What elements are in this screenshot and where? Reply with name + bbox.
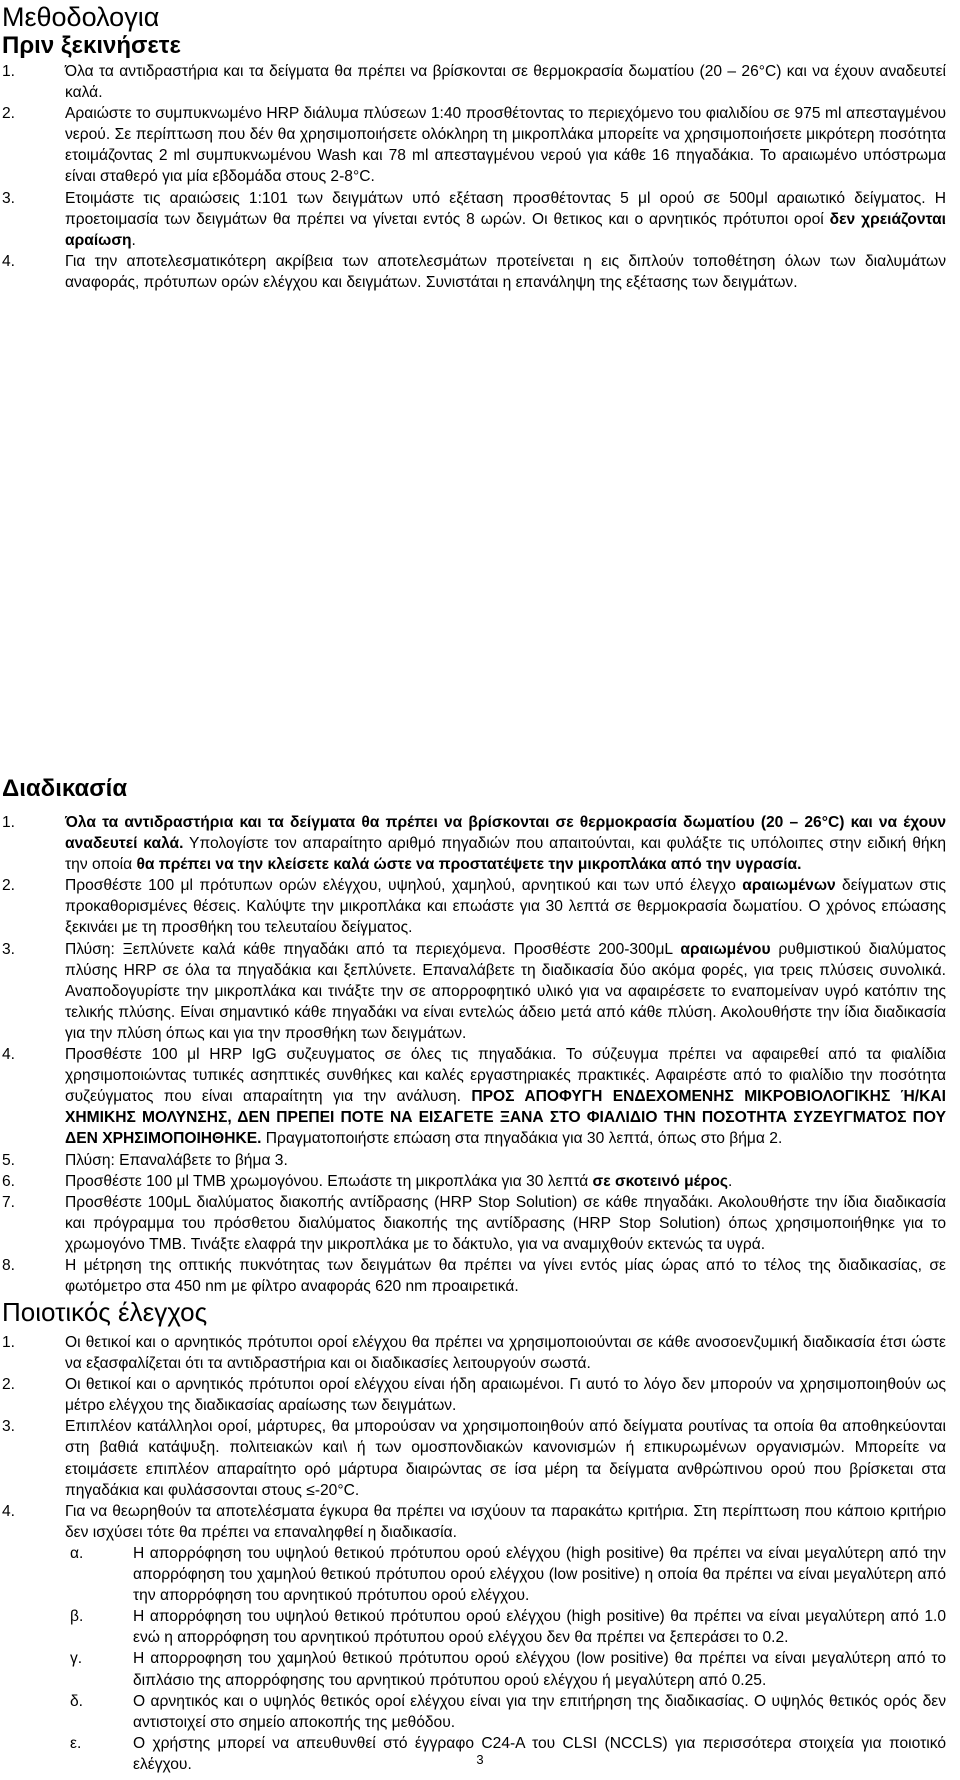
before-item-2: 2. Αραιώστε το συμπυκνωμένο HRP διάλυμα πλύσεων 1:40 προσθέτοντας το περιεχόμενο του φιαλιδίου σε 975 ml απεσταγμένου νερού. Σε περίπτωση που δέν θα χρησιμοποιήσετε ολόκληρη τη μικροπλάκα μπορείτε να χρησιμοποιήσετε μικρότερη ποσότητα ετοιμάζοντας 2 ml συμπυκνωμένου Wash και 78 ml απεσταγμένου νερού για κάθε 16 πηγαδάκια. Το αραιωμένο υπόστρωμα είναι σταθερό για μία εβδομάδα στους 2-8°C.	[2, 105, 946, 186]
qc-criterion-b: β. Η απορρόφηση του υψηλού θετικού πρότυπου ορού ελέγχου (high positive) θα πρέπει να είναι μεγαλύτερη από 1.0 ενώ η απορρόφηση του αρνητικού πρότυπου ορού ελέγχου δεν θα πρέπει να ξεπεράσει το 0.2.	[70, 1608, 946, 1647]
heading-methodology: Μεθοδολογια	[2, 2, 160, 32]
qc-item-4: 4. Για να θεωρηθούν τα αποτελέσματα έγκυρα θα πρέπει να ισχύουν τα παρακάτω κριτήρια. Στη περίπτωση που κάποιο κριτήριο δεν ισχύσει τότε θα πρέπει να επαναληφθεί η διαδικασία.	[2, 1502, 946, 1541]
heading-procedure: Διαδικασία	[2, 775, 128, 802]
before-item-1: 1. Όλα τα αντιδραστήρια και τα δείγματα θα πρέπει να βρίσκονται σε θερμοκρασία δωματίου (20 – 26°C) και να έχουν αναδευτεί καλά.	[2, 63, 946, 102]
qc-criterion-e: ε. Ο χρήστης μπορεί να απευθυνθεί στό έγγραφο C24-A του CLSI (NCCLS) για περισσότερα στοιχεία για ποιοτικό ελέγχου.	[70, 1734, 946, 1773]
procedure-item-7: 7. Προσθέστε 100μL διαλύματος διακοπής αντίδρασης (HRP Stop Solution) σε κάθε πηγαδάκι. Ακολουθήστε την ίδια διαδικασία και πρόγραμμα του πρόσθετου διαλύματος διακοπής της αντίδρασης (HRP Stop Solution) όπως χρησιμοποιήθηκε για το χρωμογόνο TMB. Τινάξτε ελαφρά την μικροπλάκα με το δάκτυλο, για να αναμιχθούν εκτενώς τα υγρά.	[2, 1193, 946, 1253]
procedure-item-6: 6. Προσθέστε 100 μl TMB χρωμογόνου. Επωάστε τη μικροπλάκα για 30 λεπτά σε σκοτεινό μέρος.	[2, 1172, 733, 1190]
procedure-item-4: 4. Προσθέστε 100 μl HRP IgG συζευγματος σε όλες τις πηγαδάκια. Το σύζευγμα πρέπει να αφαιρεθεί από τα φιαλίδια χρησιμοποιώντας τυπικές ασηπτικές συνθήκες και καλές εργαστηριακές πρακτικές. Αφαιρέστε από το φιαλίδιο την ποσότητα συζεύγματος που είναι απαραίτητη για την ανάλυση. ΠΡΟΣ ΑΠΟΦΥΓΗ ΕΝΔΕΧΟΜΕΝΗΣ ΜΙΚΡΟΒΙΟΛΟΓΙΚΗΣ Ή/ΚΑΙ ΧΗΜΙΚΗΣ ΜΟΛΥΝΣΗΣ, ΔΕΝ ΠΡΕΠΕΙ ΠΟΤΕ ΝΑ ΕΙΣΑΓΕΤΕ ΞΑΝΑ ΣΤΟ ΦΙΑΛΙΔΙΟ ΤΗΝ ΠΟΣΟΤΗΤΑ ΣΥΖΕΥΓΜΑΤΟΣ ΠΟΥ ΔΕΝ ΧΡΗΣΙΜΟΠΟΙΗΘΗΚΕ. Πραγματοποιήστε επώαση στα πηγαδάκια για 30 λεπτά, όπως στο βήμα 2.	[2, 1046, 946, 1148]
qc-item-1: 1. Οι θετικοί και ο αρνητικός πρότυποι οροί ελέγχου θα πρέπει να χρησιμοποιούνται σε κάθε ανοσοενζυμική διαδικασία έτσι ώστε να εξασφαλίζεται ότι τα αντιδραστήρια και οι διαδικασίες λειτουργούν σωστά.	[2, 1334, 946, 1373]
procedure-item-1: 1. Όλα τα αντιδραστήρια και τα δείγματα θα πρέπει να βρίσκονται σε θερμοκρασία δωματίου (20 – 26°C) και να έχουν αναδευτεί καλά. Υπολογίστε τον απαραίτητο αριθμό πηγαδιών που απαιτούνται, και φυλάξτε τις υπόλοιπες στην ειδική θήκη την οποία θα πρέπει να την κλείσετε καλά ώστε να προστατέψετε την μικροπλάκα από την υγρασία.	[2, 814, 947, 874]
procedure-item-8: 8. Η μέτρηση της οπτικής πυκνότητας των δειγμάτων θα πρέπει να γίνει εντός μίας ώρας από το τέλος της διαδικασίας, σε φωτόμετρο στα 450 nm με φίλτρο αναφοράς 620 nm προαιρετικά.	[2, 1256, 946, 1296]
heading-quality-control: Ποιοτικός έλεγχος	[2, 1297, 208, 1327]
procedure-item-3: 3. Πλύση: Ξεπλύνετε καλά κάθε πηγαδάκι από τα περιεχόμενα. Προσθέστε 200-300μL αραιωμένου ρυθμιστικού διαλύματος πλύσης HRP σε όλα τα πηγαδάκια και ξεπλύνετε. Επαναλάβετε τη διαδικασία δύο ακόμα φορές, για τρεις πλύσεις συνολικά. Αναποδογυρίστε την μικροπλάκα και τινάξτε την σε απορροφητικό υλικό για να αφαιρέσετε το εναπομείναν υγρό κατόπιν της τελικής πλύσης. Είναι σημαντικό κάθε πηγαδάκι να είναι εντελώς άδειο μετά από κάθε πλύση. Ακολουθήστε την ίδια διαδικασία για την πλύση όπως και για την προσθήκη των δειγμάτων.	[2, 940, 946, 1042]
qc-item-3: 3. Επιπλέον κατάλληλοι οροί, μάρτυρες, θα μπορούσαν να χρησιμοποιηθούν από δείγματα ρουτίνας τα οποία θα αποθηκεύονται στη βαθιά κατάψυξη. πολιτειακών και\ ή των ομοσπονδιακών κανονισμών ή επικυρωμένων οργανισμών. Μπορείτε να ετοιμάσετε επιπλέον απαραίτητο ορό μάρτυρα διαιρώντας σε ίσα μέρη τα δείγματα ανθρώπινου ορού που βρίσκεται στα πηγαδάκια και φυλάσσονται στους ≤-20°C.	[2, 1418, 946, 1499]
procedure-list	[0, 812, 960, 1297]
qc-criterion-a: α. Η απορρόφηση του υψηλού θετικού πρότυπου ορού ελέγχου (high positive) θα πρέπει να είναι μεγαλύτερη από την απορρόφηση του χαμηλού θετικού πρότυπου ορού ελέγχου (low positive) η οποία θα πρέπει να είναι μεγαλύτερη από την απορρόφηση του αρνητικού πρότυπου ορού ελέγχου.	[70, 1544, 946, 1605]
before-item-3: 3. Ετοιμάστε τις αραιώσεις 1:101 των δειγμάτων υπό εξέταση προσθέτοντας 5 μl ορού σε 500μl αραιωτικό δείγματος. Η προετοιμασία των δειγμάτων θα πρέπει να γίνεται εντός 8 ωρών. Οι θετικος και ο αρνητικός πρότυποι οροί δεν χρειάζονται αραίωση.	[2, 189, 946, 249]
qc-criterion-d: δ. Ο αρνητικός και ο υψηλός θετικός οροί ελέγχου είναι για την επιτήρηση της διαδικασίας. Ο υψηλός θετικός ορός δεν αντιστοιχεί στο σημείο αποκοπής της μεθόδου.	[70, 1692, 946, 1731]
top-block	[0, 2, 960, 293]
heading-before-start: Πριν ξεκινήσετε	[2, 32, 181, 59]
procedure-block	[0, 775, 960, 803]
qc-criterion-c: γ. Η απορροφηση του χαμηλού θετικού πρότυπου ορού ελέγχου (low positive) θα πρέπει να είναι μεγαλύτερη από το διπλάσιο της απορρόφησης του αρνητικού πρότυπου ορού ελέγχου ή μεγαλύτερη από 0.25.	[70, 1650, 946, 1689]
qc-list	[0, 1332, 960, 1775]
before-item-4: 4. Για την αποτελεσματικότερη ακρίβεια των αποτελεσμάτων προτείνεται η εις διπλούν τοποθέτηση όλων των διαλυμάτων αναφοράς, πρότυπων ορών ελέγχου και δειγμάτων. Συνιστάται η επανάληψη της εξέτασης των δειγμάτων.	[2, 252, 946, 291]
qc-item-2: 2. Οι θετικοί και ο αρνητικός πρότυποι οροί ελέγχου είναι ήδη αραιωμένοι. Γι αυτό το λόγο δεν μπορούν να χρησιμοποιηθούν ως μέτρο ελέγχου της διαδικασίας αραίωσης των δειγμάτων.	[2, 1376, 946, 1415]
page-number: 3	[476, 1752, 484, 1767]
procedure-item-2: 2. Προσθέστε 100 μl πρότυπων ορών ελέγχου, υψηλού, χαμηλού, αρνητικού και των υπό έλεγχο αραιωμένων δείγματων στις προκαθορισμένες θέσεις. Καλύψτε την μικροπλάκα και επωάστε για 30 λεπτά σε θερμοκρασία δωματίου. Ο χρόνος επώασης ξεκινάει με τη προσθήκη του τελευταίου δείγματος.	[2, 877, 946, 937]
procedure-item-5: 5. Πλύση: Επαναλάβετε το βήμα 3.	[2, 1151, 288, 1169]
qc-block	[0, 1297, 960, 1328]
